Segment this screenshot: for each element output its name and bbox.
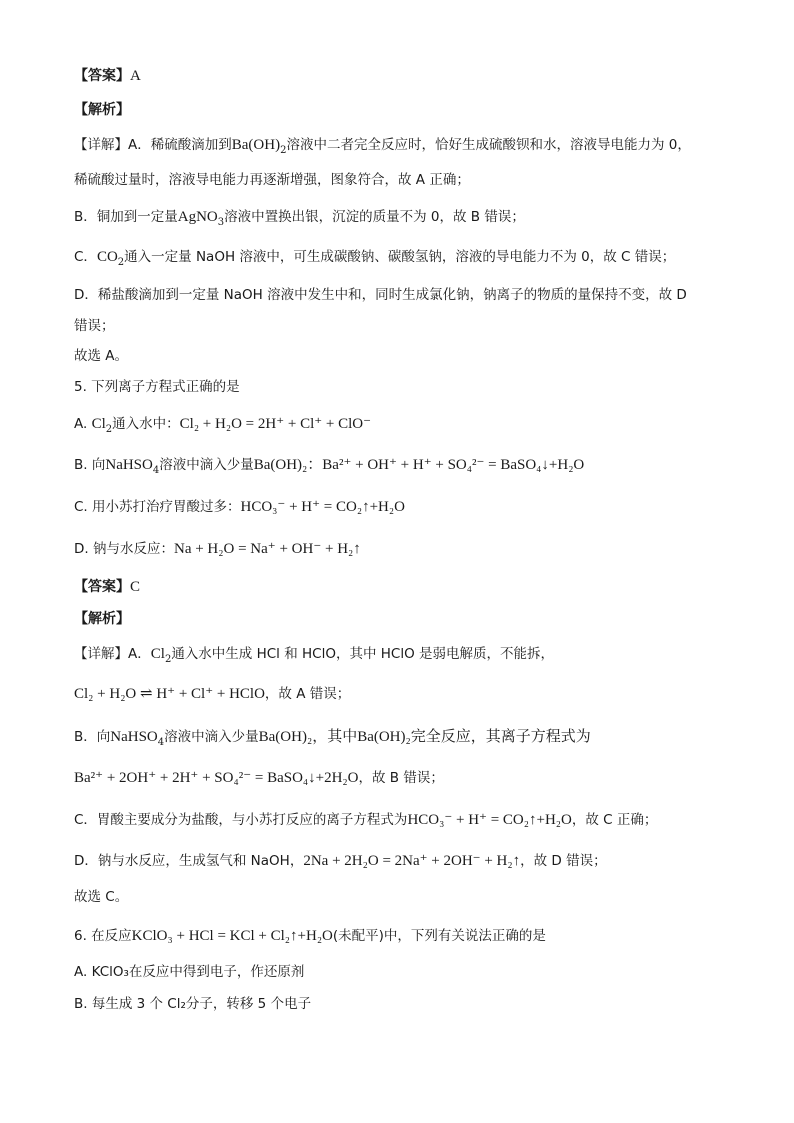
conclusion-q4: 故选 A。 (74, 348, 129, 364)
detail-line-c: C．$CO_2$通入一定量 NaOH 溶液中，可生成碳酸钠、碳酸氢钠，溶液的导电能力不为 0，故 C 错误； (74, 249, 676, 268)
q5-option-c: C. 用小苏打治疗胃酸过多：HCO₃⁻ + H⁺ = CO₂↑+H₂O (74, 499, 405, 515)
detail-line-d-cont: 错误； (74, 318, 115, 334)
answer-line-q4: 【答案】A (74, 68, 141, 84)
q5-detail-b-equation: Ba²⁺ + 2OH⁺ + 2H⁺ + SO₄²⁻ = BaSO₄↓+2H₂O，故 B 错误； (74, 770, 444, 786)
question-6-stem: 6. 在反应KClO₃ + HCl = KCl + Cl₂↑+H₂O(未配平)中，下列有关说法正确的是 (74, 928, 546, 944)
detail-line-d: D．稀盐酸滴加到一定量 NaOH 溶液中发生中和，同时生成氯化钠，钠离子的物质的量保持不变，故 D (74, 287, 687, 303)
question-5-stem: 5. 下列离子方程式正确的是 (74, 379, 240, 395)
q5-detail-a-equation: Cl₂ + H₂O ⇌ H⁺ + Cl⁺ + HClO，故 A 错误； (74, 686, 351, 702)
detail-line-a-cont: 稀硫酸过量时，溶液导电能力再逐渐增强，图象符合，故 A 正确； (74, 172, 470, 188)
conclusion-q5: 故选 C。 (74, 889, 129, 905)
q5-option-b: B. 向NaHSO$_4$溶液中滴入少量Ba(OH)₂：Ba²⁺ + OH⁺ + H⁺ + SO₄²⁻ = BaSO₄↓+H₂O (74, 457, 585, 476)
q5-option-a: A. $Cl_2$通入水中：Cl₂ + H₂O = 2H⁺ + Cl⁺ + ClO⁻ (74, 416, 372, 435)
q5-detail-c: C．胃酸主要成分为盐酸，与小苏打反应的离子方程式为HCO₃⁻ + H⁺ = CO₂↑+H₂O，故 C 正确； (74, 812, 658, 828)
detail-line-b: B．铜加到一定量AgNO$_3$溶液中置换出银，沉淀的质量不为 0，故 B 错误； (74, 209, 525, 228)
q5-detail-a: 【详解】A．$Cl_2$通入水中生成 HCl 和 HClO，其中 HClO 是弱电解质，不能拆， (74, 646, 555, 665)
q5-detail-b: B．向NaHSO$_4$溶液中滴入少量Ba(OH)₂，其中Ba(OH)₂完全反应，其离子方程式为 (74, 729, 591, 748)
answer-line-q5: 【答案】C (74, 579, 141, 595)
q5-option-d: D. 钠与水反应：Na + H₂O = Na⁺ + OH⁻ + H₂↑ (74, 541, 361, 557)
q5-detail-d: D．钠与水反应，生成氢气和 NaOH，2Na + 2H₂O = 2Na⁺ + 2OH⁻ + H₂↑，故 D 错误； (74, 853, 607, 869)
q6-option-a: A. KClO₃在反应中得到电子，作还原剂 (74, 964, 305, 980)
detail-line-a: 【详解】A．稀硫酸滴加到$Ba(OH)_2$溶液中二者完全反应时，恰好生成硫酸钡和水，溶液导电能力为 0， (74, 137, 691, 156)
analysis-heading-q5: 【解析】 (74, 611, 130, 627)
q6-option-b: B. 每生成 3 个 Cl₂分子，转移 5 个电子 (74, 996, 312, 1012)
analysis-heading-q4: 【解析】 (74, 102, 130, 118)
